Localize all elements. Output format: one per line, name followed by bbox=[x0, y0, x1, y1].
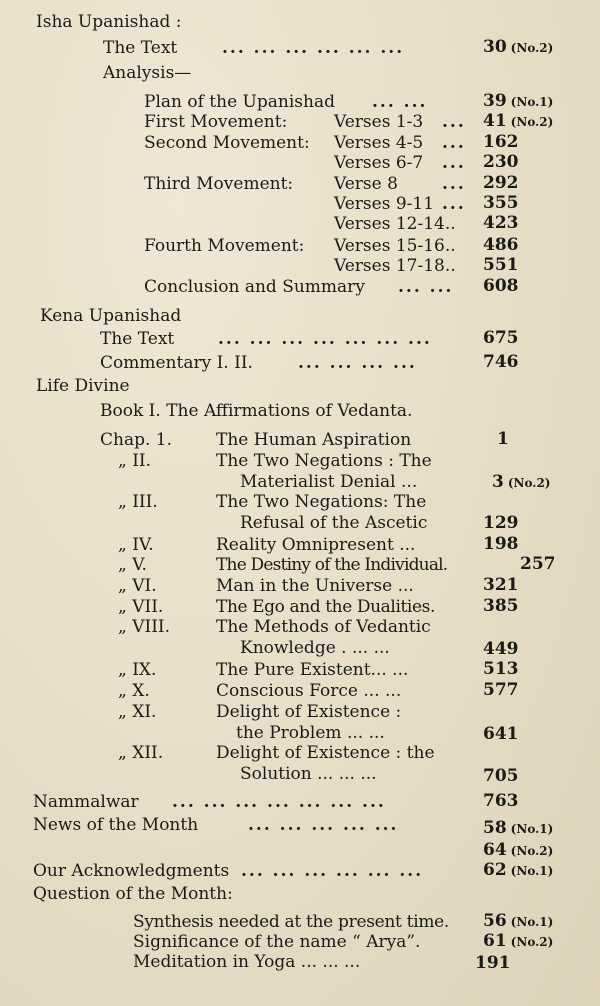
leader-dots: ... bbox=[442, 112, 466, 132]
fourth-movement-verses-b: Verses 17-18.. bbox=[334, 256, 456, 276]
chapter-page: 321 bbox=[483, 575, 519, 595]
first-movement-page: 41 (No.2) bbox=[483, 111, 554, 131]
second-movement-verses-b: Verses 6-7 bbox=[334, 153, 424, 173]
first-movement-label: First Movement: bbox=[144, 112, 288, 132]
kena-heading: Kena Upanishad bbox=[40, 306, 182, 326]
fourth-movement-page-b: 551 bbox=[483, 255, 519, 275]
fourth-movement-verses-a: Verses 15-16.. bbox=[334, 236, 456, 256]
chapter-title: Man in the Universe ... bbox=[216, 576, 414, 596]
chapter-page: 3 (No.2) bbox=[492, 472, 551, 492]
chapter-title-cont: Solution ... ... ... bbox=[240, 764, 377, 784]
conclusion-label: Conclusion and Summary bbox=[144, 277, 365, 297]
chapter-title: Reality Omnipresent ... bbox=[216, 535, 416, 555]
chapter-title: The Methods of Vedantic bbox=[216, 617, 431, 637]
chapter-page: 1 bbox=[497, 429, 509, 449]
chapter-title: The Pure Existent... ... bbox=[216, 660, 409, 680]
leader-dots: ... bbox=[442, 153, 466, 173]
acknowledgments-label: Our Acknowledgments bbox=[33, 861, 230, 881]
chapter-number: „ XII. bbox=[118, 743, 164, 763]
third-movement-verses-c: Verses 12-14.. bbox=[334, 214, 456, 234]
third-movement-verses-b: Verses 9-11 bbox=[334, 194, 435, 214]
first-movement-verses: Verses 1-3 bbox=[334, 112, 424, 132]
second-movement-page-a: 162 bbox=[483, 132, 519, 152]
chapter-title: The Two Negations : The bbox=[216, 451, 432, 471]
chapter-title: The Ego and the Dualities. bbox=[216, 597, 435, 617]
chapter-number: „ VII. bbox=[118, 597, 164, 617]
fourth-movement-page-a: 486 bbox=[483, 235, 519, 255]
question-item: Significance of the name “ Arya”. bbox=[133, 932, 421, 952]
chapter-title: Delight of Existence : bbox=[216, 702, 402, 722]
third-movement-label: Third Movement: bbox=[144, 174, 294, 194]
life-divine-heading: Life Divine bbox=[36, 376, 130, 396]
chapter-number: Chap. 1. bbox=[100, 430, 173, 450]
chapter-number: „ X. bbox=[118, 681, 150, 701]
chapter-number: „ II. bbox=[118, 451, 152, 471]
third-movement-page-b: 355 bbox=[483, 193, 519, 213]
chapter-title: Delight of Existence : the bbox=[216, 743, 435, 763]
leader-dots: ... bbox=[442, 133, 466, 153]
chapter-number: „ IX. bbox=[118, 660, 157, 680]
chapter-page: 577 bbox=[483, 680, 519, 700]
chapter-page: 257 bbox=[520, 554, 556, 574]
chapter-title: The Destiny of the Individual. bbox=[216, 555, 448, 575]
chapter-number: „ III. bbox=[118, 492, 158, 512]
third-movement-page-a: 292 bbox=[483, 173, 519, 193]
isha-analysis-label: Analysis— bbox=[103, 63, 192, 83]
chapter-page: 129 bbox=[483, 513, 519, 533]
chapter-number: „ VI. bbox=[118, 576, 157, 596]
leader-dots: ... ... bbox=[372, 92, 428, 112]
news-page-a: 58 (No.1) bbox=[483, 818, 554, 838]
leader-dots: ... bbox=[442, 174, 466, 194]
second-movement-page-b: 230 bbox=[483, 152, 519, 172]
chapter-number: „ V. bbox=[118, 555, 147, 575]
question-item-page: 56 (No.1) bbox=[483, 911, 554, 931]
chapter-title: The Human Aspiration bbox=[216, 430, 412, 450]
kena-text-label: The Text bbox=[100, 329, 175, 349]
leader-dots: ... ... ... ... bbox=[298, 353, 417, 373]
third-movement-page-c: 423 bbox=[483, 213, 519, 233]
acknowledgments-page: 62 (No.1) bbox=[483, 860, 554, 880]
second-movement-verses-a: Verses 4-5 bbox=[334, 133, 424, 153]
isha-plan-page: 39 (No.1) bbox=[483, 91, 554, 111]
leader-dots: ... bbox=[442, 194, 466, 214]
chapter-page: 641 bbox=[483, 724, 519, 744]
question-heading: Question of the Month: bbox=[33, 884, 233, 904]
leader-dots: ... ... ... ... ... ... ... bbox=[218, 329, 432, 349]
leader-dots: ... ... ... ... ... ... bbox=[241, 861, 424, 881]
news-page-b: 64 (No.2) bbox=[483, 840, 554, 860]
chapter-page: 385 bbox=[483, 596, 519, 616]
leader-dots: ... ... ... ... ... ... bbox=[222, 38, 405, 58]
chapter-title-cont: Materialist Denial ... bbox=[240, 472, 418, 492]
conclusion-page: 608 bbox=[483, 276, 519, 296]
chapter-title: Conscious Force ... ... bbox=[216, 681, 402, 701]
chapter-title-cont: Knowledge . ... ... bbox=[240, 638, 390, 658]
question-item: Synthesis needed at the present time. bbox=[133, 912, 450, 932]
chapter-page: 198 bbox=[483, 534, 519, 554]
leader-dots: ... ... ... ... ... ... ... bbox=[172, 792, 386, 812]
news-label: News of the Month bbox=[33, 815, 199, 835]
kena-commentary-label: Commentary I. II. bbox=[100, 353, 253, 373]
chapter-title-cont: the Problem ... ... bbox=[236, 723, 385, 743]
chapter-number: „ VIII. bbox=[118, 617, 171, 637]
isha-text-page: 30 (No.2) bbox=[483, 37, 554, 57]
chapter-title-cont: Refusal of the Ascetic bbox=[240, 513, 428, 533]
life-divine-book: Book I. The Affirmations of Vedanta. bbox=[100, 401, 413, 421]
second-movement-label: Second Movement: bbox=[144, 133, 310, 153]
question-item: Meditation in Yoga ... ... ... bbox=[133, 952, 361, 972]
question-item-page: 191 bbox=[475, 953, 511, 973]
kena-commentary-page: 746 bbox=[483, 352, 519, 372]
leader-dots: ... ... ... ... ... bbox=[248, 815, 399, 835]
chapter-title: The Two Negations: The bbox=[216, 492, 427, 512]
chapter-page: 705 bbox=[483, 766, 519, 786]
kena-text-page: 675 bbox=[483, 328, 519, 348]
nammalwar-label: Nammalwar bbox=[33, 792, 139, 812]
fourth-movement-label: Fourth Movement: bbox=[144, 236, 305, 256]
chapter-number: „ XI. bbox=[118, 702, 157, 722]
question-item-page: 61 (No.2) bbox=[483, 931, 554, 951]
isha-plan-label: Plan of the Upanishad bbox=[144, 92, 335, 112]
nammalwar-page: 763 bbox=[483, 791, 519, 811]
chapter-number: „ IV. bbox=[118, 535, 154, 555]
chapter-page: 513 bbox=[483, 659, 519, 679]
leader-dots: ... ... bbox=[398, 277, 454, 297]
third-movement-verses-a: Verse 8 bbox=[334, 174, 398, 194]
isha-heading: Isha Upanishad : bbox=[36, 12, 182, 32]
isha-text-label: The Text bbox=[103, 38, 178, 58]
chapter-page: 449 bbox=[483, 639, 519, 659]
